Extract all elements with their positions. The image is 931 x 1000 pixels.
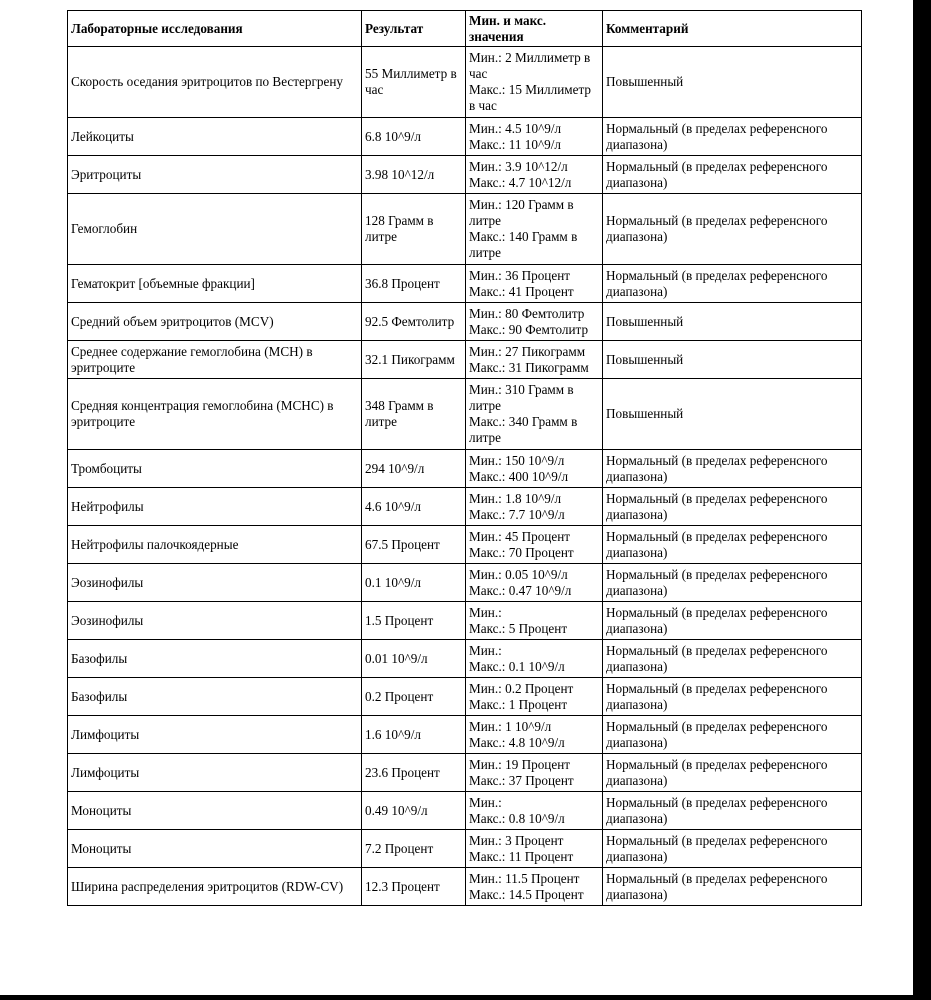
result-cell: 23.6 Процент — [362, 754, 466, 792]
range-max: Макс.: 11 Процент — [469, 848, 574, 864]
comment-cell: Нормальный (в пределах референсного диапазона) — [603, 640, 862, 678]
range-cell — [466, 678, 603, 716]
range-cell — [466, 488, 603, 526]
result-cell: 0.01 10^9/л — [362, 640, 466, 678]
range-max: Макс.: 0.8 10^9/л — [469, 810, 565, 826]
range-min: Мин.: 3 Процент — [469, 832, 564, 848]
comment-cell: Нормальный (в пределах референсного диапазона) — [603, 754, 862, 792]
table-body — [68, 47, 862, 906]
range-min: Мин.: — [469, 604, 502, 620]
range-min: Мин.: 2 Миллиметр в час — [469, 50, 591, 81]
range-min: Мин.: 0.05 10^9/л — [469, 566, 568, 582]
comment-cell: Повышенный — [603, 303, 862, 341]
range-max: Макс.: 70 Процент — [469, 544, 574, 560]
range-cell — [466, 118, 603, 156]
result-cell: 348 Грамм в литре — [362, 379, 466, 450]
header-comment: Комментарий — [603, 11, 862, 47]
test-name-cell: Лимфоциты — [68, 754, 362, 792]
result-cell: 128 Грамм в литре — [362, 194, 466, 265]
range-min: Мин.: — [469, 794, 502, 810]
result-cell: 1.5 Процент — [362, 602, 466, 640]
header-result: Результат — [362, 11, 466, 47]
range-min: Мин.: 45 Процент — [469, 528, 571, 544]
range-cell — [466, 47, 603, 118]
comment-cell: Повышенный — [603, 341, 862, 379]
range-min: Мин.: 1 10^9/л — [469, 718, 552, 734]
table-row — [68, 830, 862, 868]
range-min: Мин.: 0.2 Процент — [469, 680, 574, 696]
table-row — [68, 868, 862, 906]
range-max: Макс.: 4.7 10^12/л — [469, 174, 572, 190]
table-row — [68, 526, 862, 564]
table-row — [68, 194, 862, 265]
range-cell — [466, 156, 603, 194]
comment-cell: Нормальный (в пределах референсного диапазона) — [603, 194, 862, 265]
result-cell: 7.2 Процент — [362, 830, 466, 868]
range-max: Макс.: 14.5 Процент — [469, 886, 584, 902]
comment-cell: Повышенный — [603, 379, 862, 450]
range-max: Макс.: 90 Фемтолитр — [469, 321, 589, 337]
result-cell: 32.1 Пикограмм — [362, 341, 466, 379]
range-cell — [466, 640, 603, 678]
lab-results-table — [67, 10, 862, 906]
result-cell: 4.6 10^9/л — [362, 488, 466, 526]
comment-cell: Нормальный (в пределах референсного диапазона) — [603, 564, 862, 602]
test-name-cell: Лейкоциты — [68, 118, 362, 156]
range-max: Макс.: 0.1 10^9/л — [469, 658, 565, 674]
range-cell — [466, 450, 603, 488]
test-name-cell: Базофилы — [68, 678, 362, 716]
table-row — [68, 678, 862, 716]
range-cell — [466, 792, 603, 830]
test-name-cell: Эозинофилы — [68, 602, 362, 640]
result-cell: 0.49 10^9/л — [362, 792, 466, 830]
range-min: Мин.: 36 Процент — [469, 267, 571, 283]
table-row — [68, 341, 862, 379]
range-max: Макс.: 4.8 10^9/л — [469, 734, 565, 750]
range-max: Макс.: 11 10^9/л — [469, 136, 561, 152]
comment-cell: Нормальный (в пределах референсного диапазона) — [603, 156, 862, 194]
range-max: Макс.: 340 Грамм в литре — [469, 414, 578, 445]
comment-cell: Нормальный (в пределах референсного диапазона) — [603, 716, 862, 754]
result-cell: 0.2 Процент — [362, 678, 466, 716]
test-name-cell: Гемоглобин — [68, 194, 362, 265]
table-row — [68, 118, 862, 156]
range-cell — [466, 602, 603, 640]
comment-cell: Нормальный (в пределах референсного диапазона) — [603, 265, 862, 303]
table-row — [68, 265, 862, 303]
range-max: Макс.: 1 Процент — [469, 696, 568, 712]
table-row — [68, 792, 862, 830]
range-max: Макс.: 41 Процент — [469, 283, 574, 299]
test-name-cell: Эритроциты — [68, 156, 362, 194]
range-max: Макс.: 140 Грамм в литре — [469, 229, 578, 260]
range-cell — [466, 868, 603, 906]
result-cell: 92.5 Фемтолитр — [362, 303, 466, 341]
test-name-cell: Нейтрофилы палочкоядерные — [68, 526, 362, 564]
range-min: Мин.: 310 Грамм в литре — [469, 382, 574, 413]
test-name-cell: Ширина распределения эритроцитов (RDW-CV) — [68, 868, 362, 906]
range-cell — [466, 564, 603, 602]
range-cell — [466, 265, 603, 303]
table-row — [68, 488, 862, 526]
comment-cell: Нормальный (в пределах референсного диапазона) — [603, 678, 862, 716]
table-row — [68, 47, 862, 118]
table-row — [68, 754, 862, 792]
table-row — [68, 564, 862, 602]
range-max: Макс.: 400 10^9/л — [469, 468, 569, 484]
range-min: Мин.: 150 10^9/л — [469, 452, 565, 468]
table-row — [68, 156, 862, 194]
comment-cell: Нормальный (в пределах референсного диапазона) — [603, 792, 862, 830]
table-row — [68, 450, 862, 488]
result-cell: 1.6 10^9/л — [362, 716, 466, 754]
range-max: Макс.: 15 Миллиметр в час — [469, 82, 591, 113]
result-cell: 294 10^9/л — [362, 450, 466, 488]
range-max: Макс.: 7.7 10^9/л — [469, 506, 565, 522]
range-cell — [466, 341, 603, 379]
result-cell: 12.3 Процент — [362, 868, 466, 906]
range-min: Мин.: 120 Грамм в литре — [469, 197, 574, 228]
comment-cell: Нормальный (в пределах референсного диапазона) — [603, 488, 862, 526]
range-cell — [466, 830, 603, 868]
test-name-cell: Эозинофилы — [68, 564, 362, 602]
test-name-cell: Лимфоциты — [68, 716, 362, 754]
test-name-cell: Гематокрит [объемные фракции] — [68, 265, 362, 303]
comment-cell: Нормальный (в пределах референсного диапазона) — [603, 830, 862, 868]
test-name-cell: Моноциты — [68, 830, 362, 868]
range-min: Мин.: 80 Фемтолитр — [469, 305, 585, 321]
range-max: Макс.: 5 Процент — [469, 620, 568, 636]
test-name-cell: Средняя концентрация гемоглобина (MCHC) в эритроците — [68, 379, 362, 450]
range-cell — [466, 716, 603, 754]
test-name-cell: Нейтрофилы — [68, 488, 362, 526]
range-min: Мин.: 27 Пикограмм — [469, 343, 586, 359]
range-cell — [466, 379, 603, 450]
test-name-cell: Моноциты — [68, 792, 362, 830]
range-max: Макс.: 0.47 10^9/л — [469, 582, 572, 598]
range-cell — [466, 303, 603, 341]
test-name-cell: Скорость оседания эритроцитов по Вестергрену — [68, 47, 362, 118]
comment-cell: Нормальный (в пределах референсного диапазона) — [603, 602, 862, 640]
table-row — [68, 303, 862, 341]
result-cell: 67.5 Процент — [362, 526, 466, 564]
range-cell — [466, 526, 603, 564]
table-header-row — [68, 11, 862, 47]
result-cell: 0.1 10^9/л — [362, 564, 466, 602]
range-max: Макс.: 37 Процент — [469, 772, 574, 788]
test-name-cell: Тромбоциты — [68, 450, 362, 488]
result-cell: 36.8 Процент — [362, 265, 466, 303]
header-range: Мин. и макс. значения — [466, 11, 603, 47]
result-cell: 55 Миллиметр в час — [362, 47, 466, 118]
table-row — [68, 640, 862, 678]
range-cell — [466, 194, 603, 265]
comment-cell: Повышенный — [603, 47, 862, 118]
test-name-cell: Базофилы — [68, 640, 362, 678]
range-min: Мин.: — [469, 642, 502, 658]
range-max: Макс.: 31 Пикограмм — [469, 359, 589, 375]
range-min: Мин.: 4.5 10^9/л — [469, 120, 562, 136]
table-row — [68, 379, 862, 450]
result-cell: 6.8 10^9/л — [362, 118, 466, 156]
result-cell: 3.98 10^12/л — [362, 156, 466, 194]
comment-cell: Нормальный (в пределах референсного диапазона) — [603, 868, 862, 906]
range-cell — [466, 754, 603, 792]
comment-cell: Нормальный (в пределах референсного диапазона) — [603, 526, 862, 564]
table-row — [68, 716, 862, 754]
range-min: Мин.: 19 Процент — [469, 756, 571, 772]
test-name-cell: Средний объем эритроцитов (MCV) — [68, 303, 362, 341]
table-row — [68, 602, 862, 640]
header-test: Лабораторные исследования — [68, 11, 362, 47]
range-min: Мин.: 3.9 10^12/л — [469, 158, 568, 174]
comment-cell: Нормальный (в пределах референсного диапазона) — [603, 118, 862, 156]
test-name-cell: Среднее содержание гемоглобина (MCH) в эритроците — [68, 341, 362, 379]
comment-cell: Нормальный (в пределах референсного диапазона) — [603, 450, 862, 488]
range-min: Мин.: 11.5 Процент — [469, 870, 580, 886]
range-min: Мин.: 1.8 10^9/л — [469, 490, 562, 506]
